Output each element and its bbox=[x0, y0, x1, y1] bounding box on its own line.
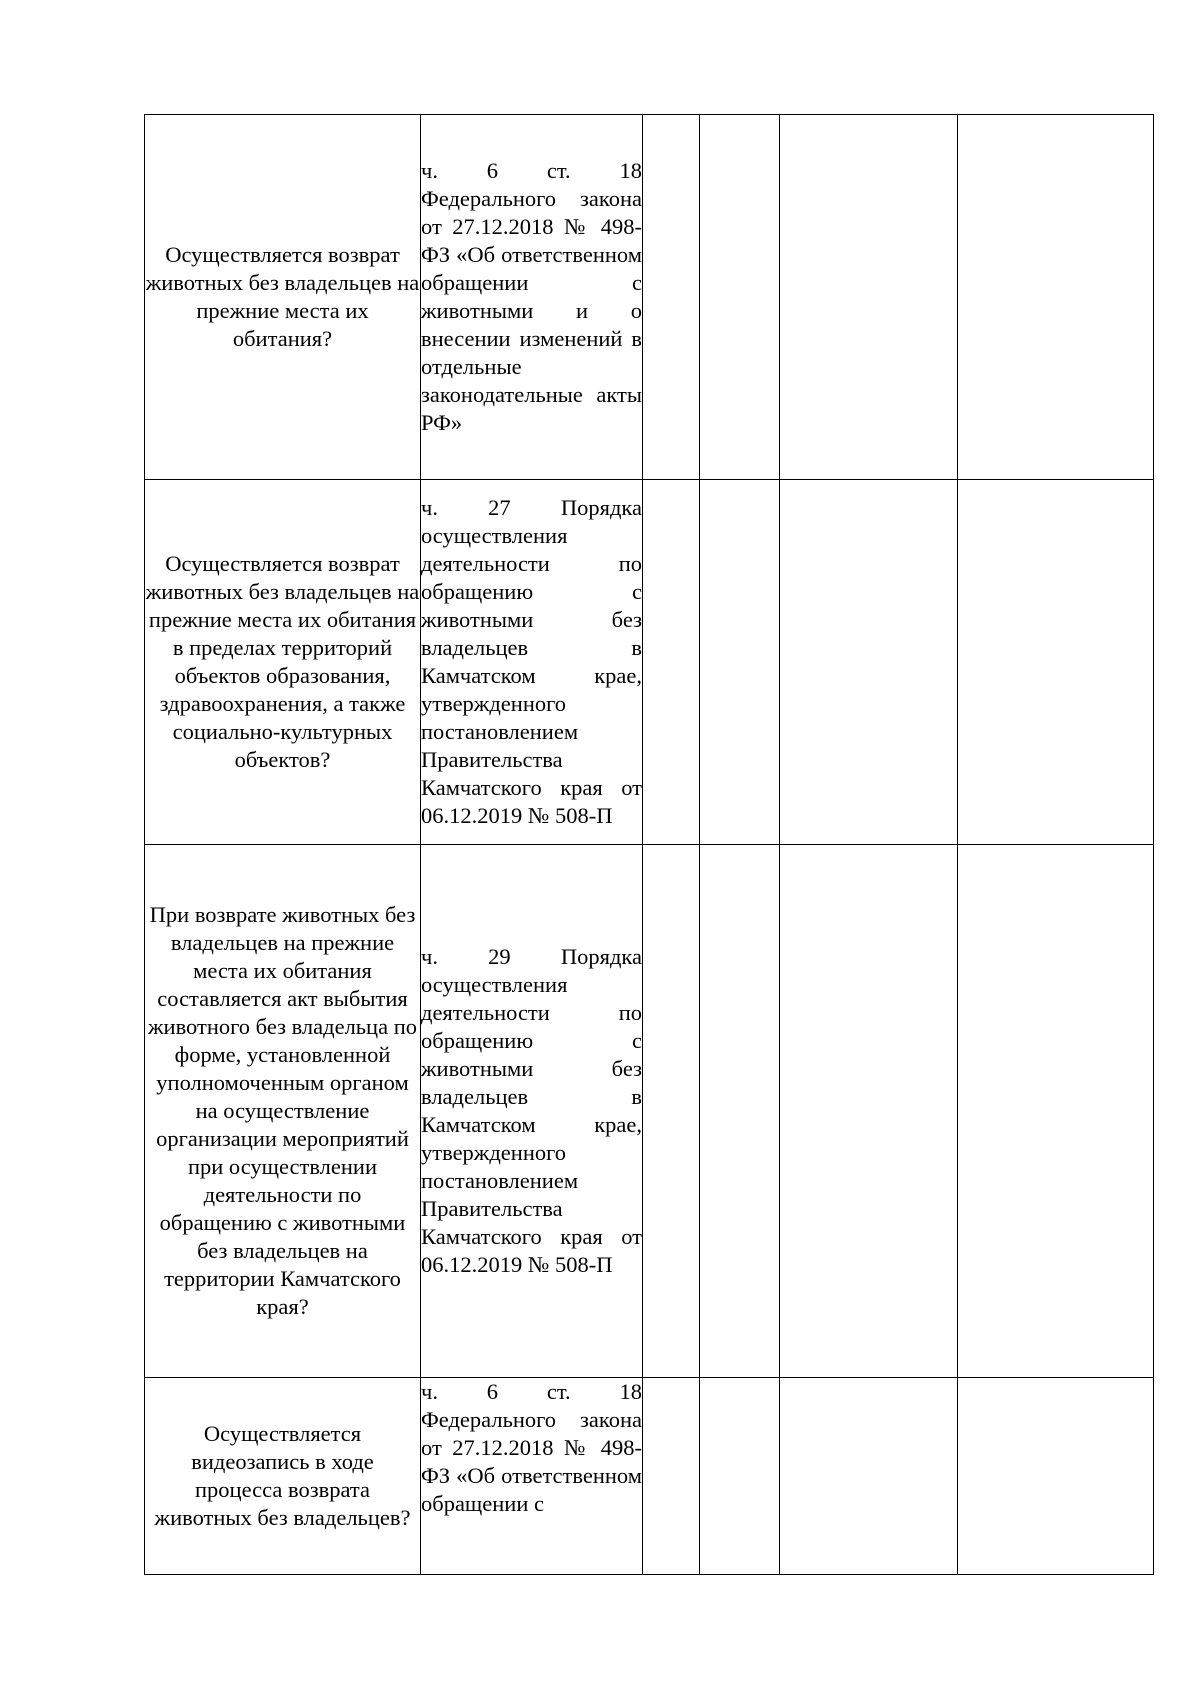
answer-no-cell bbox=[700, 480, 780, 845]
question-text: При возврате животных без владельцев на прежние места их обитания составляется акт выбытия животного без владельца по форме, установленной уполномоченным органом на осуществление организации мероприятий при осуществлении деятельности по обращению с животными без владельцев на территории Камчатского края? bbox=[147, 902, 417, 1319]
reference-text: ч. 6 ст. 18 Федерального закона от 27.12.2018 № 498-ФЗ «Об ответственном обращении с bbox=[421, 1379, 642, 1516]
reference-text: ч. 6 ст. 18 Федерального закона от 27.12.2018 № 498-ФЗ «Об ответственном обращении с животными и о внесении изменений в отдельные законодательные акты РФ» bbox=[421, 158, 642, 435]
reference-cell bbox=[421, 845, 643, 1378]
not-applicable-cell bbox=[780, 845, 958, 1378]
table-row bbox=[145, 845, 1154, 1378]
not-applicable-cell bbox=[780, 1378, 958, 1575]
table-row bbox=[145, 115, 1154, 480]
question-cell bbox=[145, 115, 421, 480]
notes-cell bbox=[958, 480, 1154, 845]
not-applicable-cell bbox=[780, 115, 958, 480]
answer-no-cell bbox=[700, 845, 780, 1378]
answer-yes-cell bbox=[643, 1378, 700, 1575]
question-cell bbox=[145, 480, 421, 845]
reference-cell bbox=[421, 1378, 643, 1575]
question-cell bbox=[145, 845, 421, 1378]
table-row bbox=[145, 480, 1154, 845]
question-text: Осуществляется возврат животных без владельцев на прежние места их обитания? bbox=[145, 242, 420, 351]
notes-cell bbox=[958, 1378, 1154, 1575]
reference-text: ч. 29 Порядка осуществления деятельности по обращению с животными без владельцев в Камчатском крае, утвержденного постановлением Правительства Камчатского края от 06.12.2019 № 508-П bbox=[421, 944, 642, 1277]
checklist-table bbox=[144, 114, 1154, 1575]
answer-no-cell bbox=[700, 115, 780, 480]
reference-cell bbox=[421, 115, 643, 480]
table-row bbox=[145, 1378, 1154, 1575]
answer-yes-cell bbox=[643, 845, 700, 1378]
notes-cell bbox=[958, 845, 1154, 1378]
question-text: Осуществляется видеозапись в ходе процесса возврата животных без владельцев? bbox=[154, 1421, 411, 1530]
answer-yes-cell bbox=[643, 480, 700, 845]
answer-yes-cell bbox=[643, 115, 700, 480]
reference-text: ч. 27 Порядка осуществления деятельности по обращению с животными без владельцев в Камчатском крае, утвержденного постановлением Правительства Камчатского края от 06.12.2019 № 508-П bbox=[421, 495, 642, 828]
question-text: Осуществляется возврат животных без владельцев на прежние места их обитания в пределах территорий объектов образования, здравоохранения, а также социально-культурных объектов? bbox=[145, 551, 420, 772]
not-applicable-cell bbox=[780, 480, 958, 845]
reference-cell bbox=[421, 480, 643, 845]
answer-no-cell bbox=[700, 1378, 780, 1575]
question-cell bbox=[145, 1378, 421, 1575]
notes-cell bbox=[958, 115, 1154, 480]
